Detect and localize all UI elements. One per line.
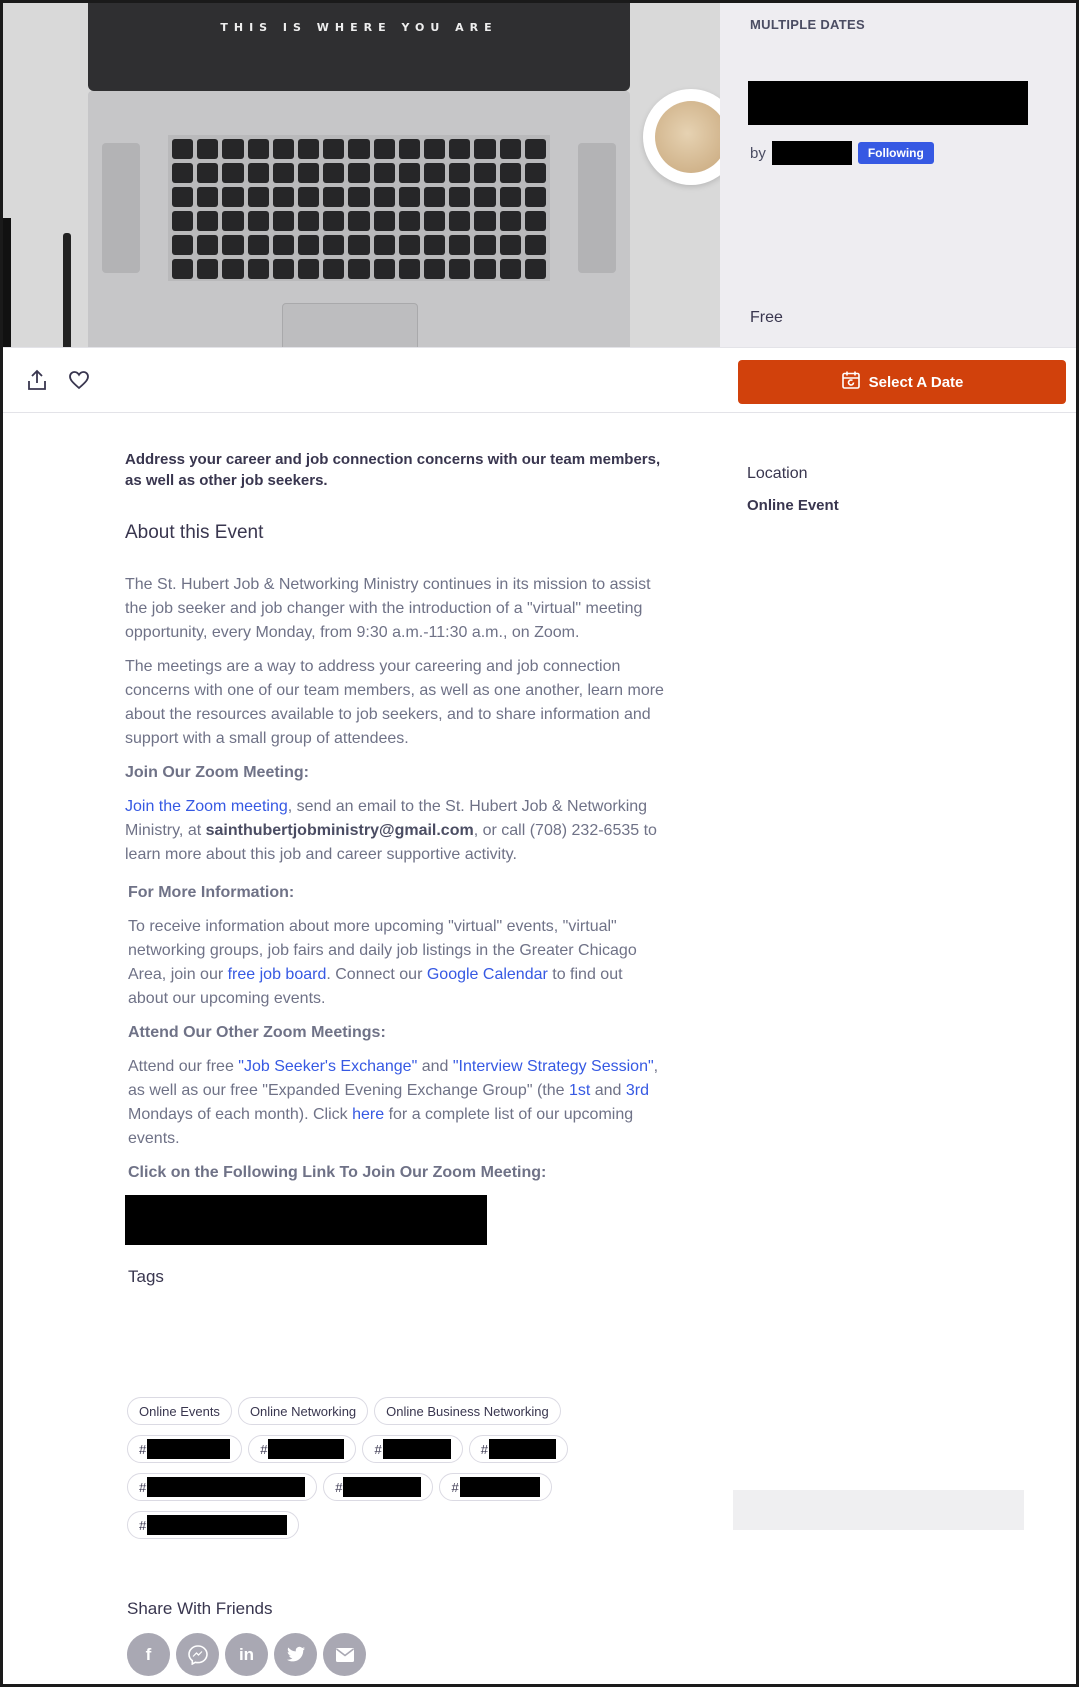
hashtag-4[interactable]: [469, 1435, 568, 1463]
keyboard-key: [172, 259, 193, 279]
keyboard-key: [222, 211, 243, 231]
keyboard-key: [399, 163, 420, 183]
hashtag-redacted: [489, 1439, 556, 1459]
tag-online-networking[interactable]: Online Networking: [238, 1397, 368, 1425]
organizer-name-redacted[interactable]: [772, 141, 852, 165]
following-button[interactable]: Following: [858, 142, 934, 164]
keyboard-key: [197, 235, 218, 255]
keyboard-key: [222, 259, 243, 279]
keyboard-key: [248, 187, 269, 207]
join-paragraph: [125, 795, 665, 867]
keyboard-key: [525, 259, 546, 279]
price-label: Free: [750, 309, 783, 326]
more-text-3: to find out about our upcoming events.: [128, 966, 623, 1007]
keyboard-key: [449, 259, 470, 279]
keyboard-key: [374, 163, 395, 183]
keyboard-key: [248, 211, 269, 231]
facebook-icon[interactable]: [127, 1633, 170, 1676]
events-list-link[interactable]: here: [352, 1106, 385, 1123]
keyboard-key: [348, 139, 369, 159]
join-text-1: , send an email to the St. Hubert Job & Networking Ministry, at: [125, 798, 648, 839]
keyboard-key: [222, 139, 243, 159]
about-paragraph-1: The St. Hubert Job & Networking Ministry continues in its mission to assist the job seeker and job changer with the introduction of a "virtual" meeting opportunity, every Monday, from 9:30 a.m.-11:30 a.m., on Zoom.: [125, 576, 651, 641]
about-paragraph-2: The meetings are a way to address your careering and job connection concerns with one of our team members, as well as one another, learn more about the resources available to job seekers, and to share information and support with a small group of attendees.: [125, 658, 664, 747]
share-heading: Share With Friends: [127, 1599, 273, 1618]
keyboard-key: [500, 187, 521, 207]
hashtag-7[interactable]: [439, 1473, 551, 1501]
organizer-row: [750, 141, 934, 165]
twitter-icon[interactable]: [274, 1633, 317, 1676]
coffee: [655, 101, 720, 173]
sidebar-placeholder: [733, 1490, 1024, 1530]
hashtag-redacted: [147, 1439, 230, 1459]
hashtag-redacted: [383, 1439, 451, 1459]
hashtag-symbol: #: [335, 1479, 343, 1495]
hashtag-symbol: #: [139, 1517, 147, 1533]
other-meetings-heading: Attend Our Other Zoom Meetings:: [128, 1024, 386, 1041]
keyboard-key: [298, 139, 319, 159]
tag-online-business-networking[interactable]: Online Business Networking: [374, 1397, 561, 1425]
keyboard-key: [298, 259, 319, 279]
join-text-2: , or call (708) 232-6535 to learn more about this job and career supportive activity.: [125, 822, 657, 863]
keyboard-key: [222, 235, 243, 255]
keyboard-key: [172, 163, 193, 183]
keyboard-key: [197, 187, 218, 207]
keyboard-key: [424, 139, 445, 159]
keyboard-key: [399, 235, 420, 255]
tag-online-events[interactable]: Online Events: [127, 1397, 232, 1425]
hashtag-redacted: [147, 1515, 287, 1535]
share-buttons: [127, 1633, 366, 1676]
location-heading: Location: [747, 465, 808, 482]
laptop-body: [88, 91, 630, 347]
other-text-4: and: [590, 1082, 626, 1099]
keyboard-key: [500, 163, 521, 183]
hashtag-symbol: #: [451, 1479, 459, 1495]
select-a-date-label: Select A Date: [868, 373, 964, 391]
keyboard-key: [399, 139, 420, 159]
hashtag-2[interactable]: [248, 1435, 356, 1463]
keyboard-key: [323, 235, 344, 255]
linkedin-icon[interactable]: [225, 1633, 268, 1676]
speaker-right: [578, 143, 616, 273]
email-address: sainthubertjobministry@gmail.com: [205, 822, 474, 839]
interview-strategy-link[interactable]: "Interview Strategy Session": [452, 1058, 654, 1075]
event-summary-panel: [720, 3, 1076, 347]
keyboard: [168, 135, 550, 281]
keyboard-key: [474, 163, 495, 183]
event-hero-image: [3, 3, 720, 347]
keyboard-key: [197, 259, 218, 279]
job-seekers-exchange-link[interactable]: "Job Seeker's Exchange": [238, 1058, 418, 1075]
zoom-link-heading: Click on the Following Link To Join Our Zoom Meeting:: [128, 1164, 547, 1181]
keyboard-key: [348, 259, 369, 279]
action-bar: [3, 347, 1076, 413]
keyboard-key: [273, 259, 294, 279]
hashtag-symbol: #: [139, 1441, 147, 1457]
keyboard-key: [348, 163, 369, 183]
select-a-date-button[interactable]: [738, 360, 1066, 404]
keyboard-key: [424, 259, 445, 279]
keyboard-key: [449, 187, 470, 207]
hashtag-symbol: #: [139, 1479, 147, 1495]
hashtag-1[interactable]: [127, 1435, 242, 1463]
keyboard-key: [248, 163, 269, 183]
hashtag-8[interactable]: [127, 1511, 299, 1539]
event-description: [125, 449, 665, 1289]
keyboard-key: [374, 211, 395, 231]
keyboard-key: [298, 211, 319, 231]
keyboard-key: [399, 211, 420, 231]
first-monday-link[interactable]: 1st: [568, 1082, 591, 1099]
keyboard-key: [474, 259, 495, 279]
keyboard-key: [323, 163, 344, 183]
keyboard-key: [348, 235, 369, 255]
third-monday-link[interactable]: 3rd: [625, 1082, 650, 1099]
multiple-dates-label: MULTIPLE DATES: [750, 17, 865, 32]
keyboard-key: [374, 139, 395, 159]
keyboard-key: [525, 187, 546, 207]
keyboard-key: [273, 235, 294, 255]
keyboard-key: [222, 187, 243, 207]
keyboard-key: [525, 163, 546, 183]
keyboard-key: [424, 187, 445, 207]
keyboard-key: [298, 187, 319, 207]
keyboard-key: [525, 211, 546, 231]
keyboard-key: [424, 163, 445, 183]
more-text-1: To receive information about more upcoming "virtual" events, "virtual" networking groups, job fairs and daily job listings in the Greater Chicago Area, join our: [128, 918, 637, 983]
keyboard-key: [298, 235, 319, 255]
keyboard-key: [273, 139, 294, 159]
keyboard-key: [197, 211, 218, 231]
keyboard-key: [525, 235, 546, 255]
keyboard-key: [273, 163, 294, 183]
more-info-heading: For More Information:: [128, 884, 295, 901]
hashtag-symbol: #: [374, 1441, 382, 1457]
keyboard-key: [172, 235, 193, 255]
hashtag-6[interactable]: [323, 1473, 433, 1501]
keyboard-key: [449, 211, 470, 231]
screen-text: THIS IS WHERE YOU ARE: [220, 21, 498, 34]
event-summary: Address your career and job connection concerns with our team members, as well as other job seekers.: [125, 451, 661, 489]
hashtag-5[interactable]: [127, 1473, 317, 1501]
share-icon[interactable]: [23, 366, 51, 394]
email-icon[interactable]: [323, 1633, 366, 1676]
keyboard-key: [323, 187, 344, 207]
zoom-link-redacted[interactable]: [125, 1195, 487, 1245]
keyboard-key: [500, 211, 521, 231]
by-label: by: [750, 144, 766, 162]
keyboard-key: [248, 259, 269, 279]
keyboard-key: [172, 139, 193, 159]
more-info-paragraph: [128, 915, 665, 1011]
other-meetings-paragraph: [128, 1055, 665, 1151]
keyboard-key: [323, 211, 344, 231]
hashtag-symbol: #: [480, 1441, 488, 1457]
keyboard-key: [474, 187, 495, 207]
join-heading: Join Our Zoom Meeting:: [125, 764, 309, 781]
hashtag-3[interactable]: [362, 1435, 462, 1463]
keyboard-key: [273, 211, 294, 231]
pen-decoration: [63, 233, 71, 347]
hashtag-symbol: #: [260, 1441, 268, 1457]
hero: [3, 3, 1076, 347]
keyboard-key: [172, 187, 193, 207]
hashtag-redacted: [147, 1477, 305, 1497]
facebook-glyph: f: [145, 1644, 152, 1664]
keyboard-key: [500, 235, 521, 255]
about-heading: About this Event: [125, 522, 264, 543]
other-text-5: Mondays of each month). Click: [128, 1106, 353, 1123]
keyboard-key: [474, 235, 495, 255]
keyboard-key: [248, 139, 269, 159]
location-value: Online Event: [747, 497, 839, 514]
keyboard-key: [399, 259, 420, 279]
keyboard-key: [197, 139, 218, 159]
tags-list: [127, 1397, 647, 1539]
keyboard-key: [374, 235, 395, 255]
keyboard-key: [474, 211, 495, 231]
heart-icon[interactable]: [65, 366, 93, 394]
keyboard-key: [449, 139, 470, 159]
speaker-left: [102, 143, 140, 273]
keyboard-key: [424, 211, 445, 231]
trackpad: [282, 303, 418, 347]
other-text-6: for a complete list of our upcoming events.: [128, 1106, 634, 1147]
keyboard-key: [424, 235, 445, 255]
keyboard-key: [449, 235, 470, 255]
coffee-cup: [643, 89, 720, 185]
keyboard-key: [298, 163, 319, 183]
keyboard-key: [323, 139, 344, 159]
google-calendar-link[interactable]: Google Calendar: [426, 966, 548, 983]
keyboard-key: [197, 163, 218, 183]
other-text-3: , as well as our free "Expanded Evening Exchange Group" (the: [128, 1058, 659, 1099]
calendar-icon: [841, 370, 861, 394]
keyboard-key: [500, 259, 521, 279]
hashtag-redacted: [268, 1439, 344, 1459]
keyboard-key: [248, 235, 269, 255]
keyboard-key: [525, 139, 546, 159]
keyboard-key: [474, 139, 495, 159]
keyboard-key: [172, 211, 193, 231]
keyboard-key: [273, 187, 294, 207]
notebook-decoration: [3, 218, 11, 347]
keyboard-key: [323, 259, 344, 279]
keyboard-key: [374, 187, 395, 207]
tags-heading: Tags: [128, 1267, 164, 1286]
keyboard-key: [500, 139, 521, 159]
keyboard-key: [374, 259, 395, 279]
other-text-1: Attend our free: [128, 1058, 239, 1075]
hashtag-redacted: [460, 1477, 540, 1497]
hashtag-redacted: [343, 1477, 421, 1497]
laptop-screen: [88, 3, 630, 91]
keyboard-key: [399, 187, 420, 207]
join-zoom-link[interactable]: Join the Zoom meeting: [125, 798, 288, 815]
keyboard-key: [348, 211, 369, 231]
keyboard-key: [348, 187, 369, 207]
free-job-board-link[interactable]: free job board: [227, 966, 327, 983]
keyboard-key: [222, 163, 243, 183]
other-text-2: and: [417, 1058, 453, 1075]
keyboard-key: [449, 163, 470, 183]
messenger-icon[interactable]: [176, 1633, 219, 1676]
linkedin-glyph: in: [238, 1644, 255, 1664]
more-text-2: . Connect our: [326, 966, 427, 983]
event-title-redacted: [748, 81, 1028, 125]
